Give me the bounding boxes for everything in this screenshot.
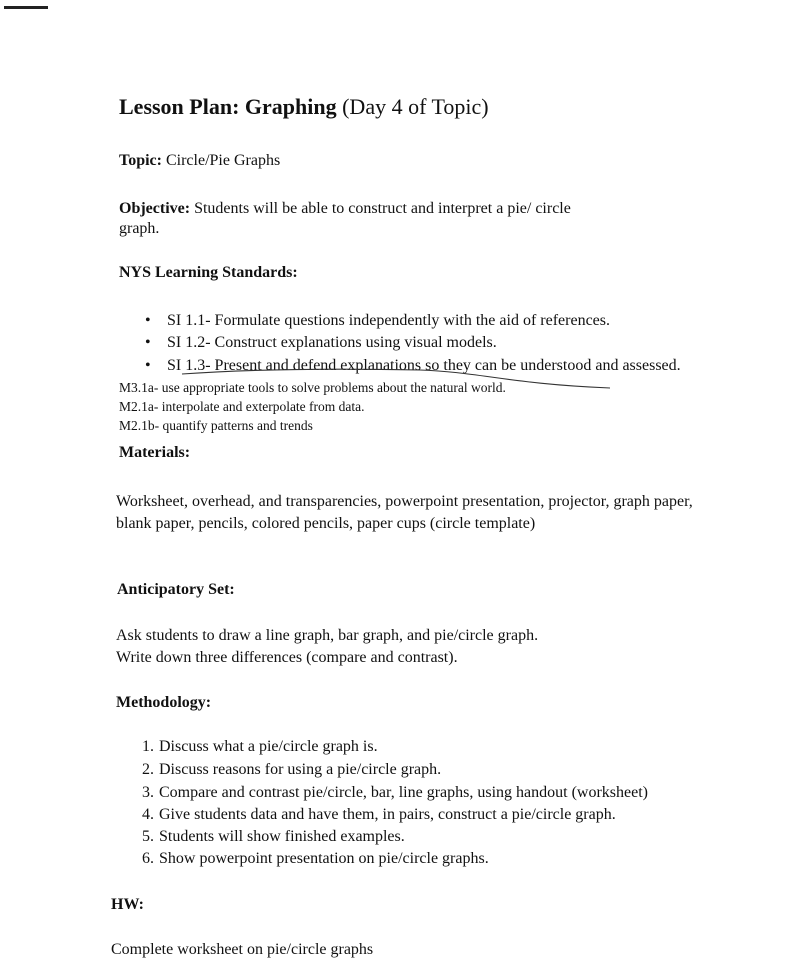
materials-line-1: Worksheet, overhead, and transparencies, powerpoint presentation, projector, graph paper, <box>116 493 693 510</box>
hw-line-1: Complete worksheet on pie/circle graphs <box>111 941 374 958</box>
page-title <box>119 94 489 120</box>
standard-bullet-2: • SI 1.2- Construct explanations using visual models. <box>145 334 497 351</box>
objective-text: Students will be able to construct and interpret a pie/ circle <box>194 200 571 217</box>
bullet-dot: • <box>145 312 151 329</box>
anticipatory-heading: Anticipatory Set: <box>117 581 235 598</box>
title-rest: (Day 4 of Topic) <box>342 94 489 119</box>
bullet-dot: • <box>145 357 151 374</box>
materials-line-2: blank paper, pencils, colored pencils, paper cups (circle template) <box>116 515 536 532</box>
method-step-2: 2. Discuss reasons for using a pie/circle graph. <box>142 761 442 778</box>
method-step-6: 6. Show powerpoint presentation on pie/circle graphs. <box>142 850 489 867</box>
method-step-4: 4. Give students data and have them, in pairs, construct a pie/circle graph. <box>142 806 616 823</box>
math-standard-2: M2.1a- interpolate and exterpolate from data. <box>119 399 365 414</box>
materials-heading: Materials: <box>119 444 191 461</box>
topic-value: Circle/Pie Graphs <box>165 152 281 169</box>
bullet-dot: • <box>145 334 151 351</box>
math-standard-1: M3.1a- use appropriate tools to solve problems about the natural world. <box>119 380 506 395</box>
method-step-3: 3. Compare and contrast pie/circle, bar, line graphs, using handout (worksheet) <box>142 784 648 801</box>
method-step-1: 1. Discuss what a pie/circle graph is. <box>142 738 378 755</box>
topic-label: Topic: <box>119 152 162 169</box>
standard-bullet-1: • SI 1.1- Formulate questions independently with the aid of references. <box>145 312 610 329</box>
anticipatory-line-2: Write down three differences (compare and contrast). <box>116 649 458 666</box>
hw-heading: HW: <box>111 896 144 913</box>
scan-mark <box>4 6 48 9</box>
objective-line-2: graph. <box>119 220 160 237</box>
title-bold: Lesson Plan: Graphing <box>119 94 337 119</box>
objective-label: Objective: <box>119 200 191 217</box>
method-step-5: 5. Students will show finished examples. <box>142 828 405 845</box>
standards-heading: NYS Learning Standards: <box>119 264 298 281</box>
anticipatory-line-1: Ask students to draw a line graph, bar graph, and pie/circle graph. <box>116 627 539 644</box>
methodology-heading: Methodology: <box>116 694 212 711</box>
standard-bullet-3: • SI 1.3- Present and defend explanations so they can be understood and assessed. <box>145 357 681 374</box>
objective-line-1 <box>119 200 571 218</box>
topic-line <box>119 152 280 170</box>
math-standard-3: M2.1b- quantify patterns and trends <box>119 418 313 433</box>
